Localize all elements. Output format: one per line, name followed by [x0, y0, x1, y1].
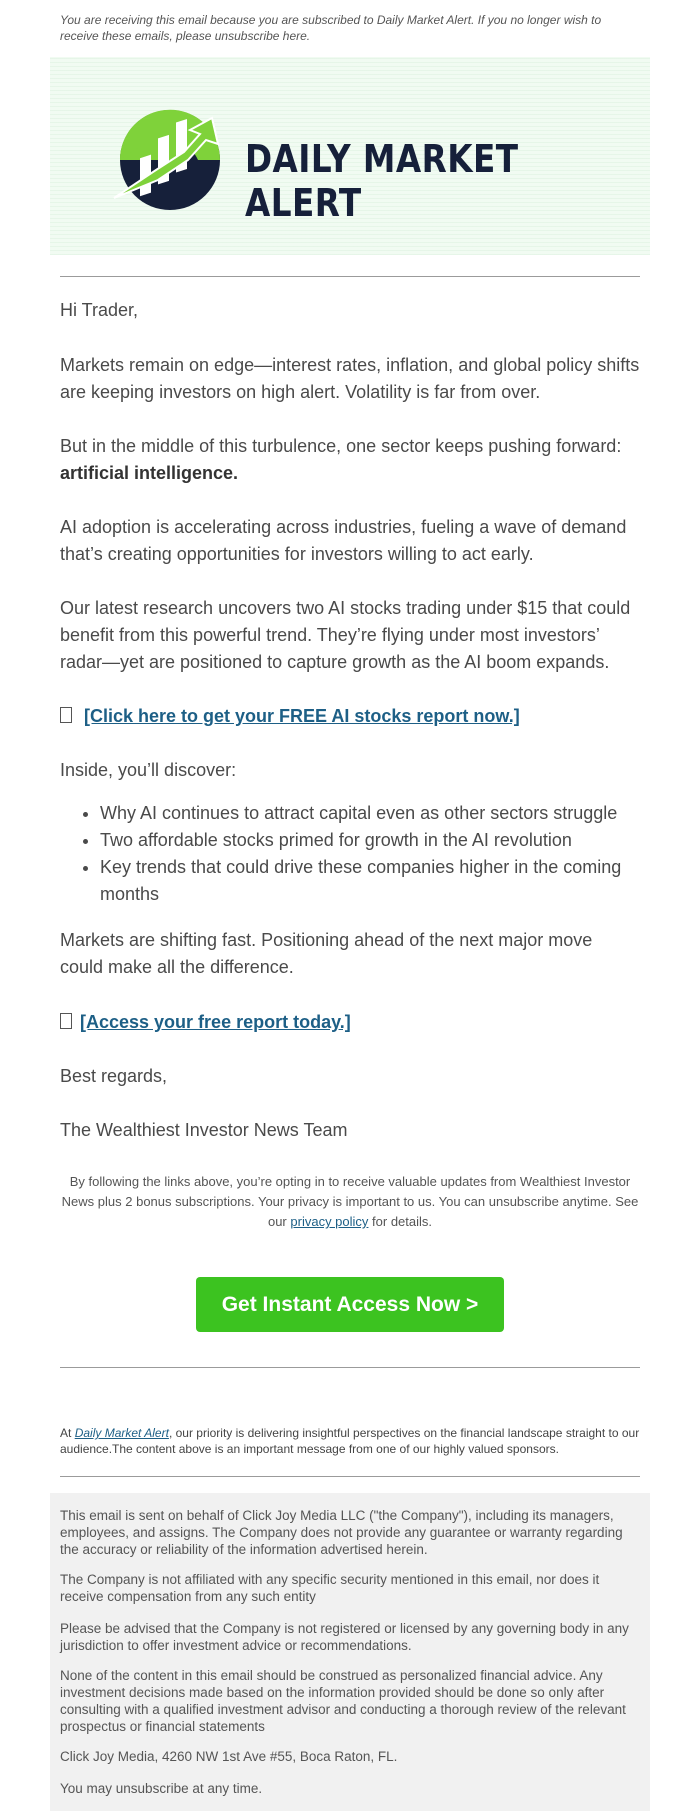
disclaimer-paragraph: Please be advised that the Company is not registered or licensed by any governing body in any jurisdiction to offer investment advice or recommendations.	[60, 1621, 629, 1653]
header-banner	[50, 57, 650, 255]
list-item: • Key trends that could drive these companies higher in the coming months	[100, 854, 680, 908]
paragraph-turbulence-text: But in the middle of this turbulence, one sector keeps pushing forward:	[60, 436, 622, 456]
divider	[60, 1367, 640, 1368]
access-report-link[interactable]: [Access your free report today.]	[80, 1012, 351, 1032]
divider	[60, 1476, 640, 1477]
sponsor-note	[60, 1425, 640, 1457]
disclaimer-unsubscribe: You may unsubscribe at any time.	[60, 1781, 263, 1796]
list-item: • Why AI continues to attract capital even as other sectors struggle	[100, 800, 680, 827]
disclaimer-paragraph: None of the content in this email should be construed as personalized financial advice. Any investment decisions made based on the information provided should be done so only after consulting with a qualified investment advisor and conducting a thorough review of the relevant prospectus or financial statements	[60, 1668, 626, 1734]
disclaimer-address: Click Joy Media, 4260 NW 1st Ave #55, Boca Raton, FL.	[60, 1749, 398, 1764]
privacy-policy-link[interactable]: privacy policy	[290, 1214, 369, 1229]
paragraph-adoption: AI adoption is accelerating across industries, fueling a wave of demand that’s creating opportunities for investors willing to act early.	[60, 517, 627, 564]
paragraph-turbulence	[60, 433, 640, 487]
daily-market-alert-link[interactable]: Daily Market Alert	[74, 1426, 169, 1440]
signature: The Wealthiest Investor News Team	[60, 1120, 348, 1140]
disclaimer-box	[50, 1493, 650, 1811]
discover-list	[60, 800, 680, 908]
missing-emoji-icon	[60, 1013, 72, 1029]
list-item: • Two affordable stocks primed for growth in the AI revolution	[100, 827, 680, 854]
opt-in-text: By following the links above, you’re opting in to receive valuable updates from Wealthiest Investor News plus 2 bonus subscriptions. Your privacy is important to us. You can unsubscribe anytime. See our	[61, 1174, 639, 1229]
paragraph-research: Our latest research uncovers two AI stocks trading under $15 that could benefit from this powerful trend. They’re flying under most investors’ radar—yet are positioned to capture growth as the AI boom expands.	[60, 598, 631, 672]
bold-ai: artificial intelligence.	[60, 463, 239, 483]
subscription-notice: You are receiving this email because you are subscribed to Daily Market Alert. If you no longer wish to receive these emails, please unsubscribe here.	[60, 13, 602, 43]
opt-in-tail: for details.	[372, 1214, 433, 1229]
greeting: Hi Trader,	[60, 300, 139, 320]
divider	[60, 276, 640, 277]
disclaimer-paragraph: The Company is not affiliated with any specific security mentioned in this email, nor does it receive compensation from any such entity	[60, 1572, 600, 1604]
sponsor-prefix: At	[60, 1426, 72, 1440]
access-link-line	[60, 1009, 640, 1036]
disclaimer-paragraph: This email is sent on behalf of Click Joy Media LLC ("the Company"), including its managers, employees, and assigns. The Company does not provide any guarantee or warranty regarding the accuracy or reliability of the information advertised herein.	[60, 1508, 623, 1557]
opt-in-notice	[60, 1172, 640, 1232]
brand-name: DAILY MARKET ALERT	[245, 137, 519, 225]
inside-heading: Inside, you’ll discover:	[60, 760, 237, 780]
get-access-button[interactable]: Get Instant Access Now >	[196, 1277, 504, 1332]
report-link-line	[60, 703, 640, 730]
paragraph-shifting: Markets are shifting fast. Positioning ahead of the next major move could make all the difference.	[60, 930, 593, 977]
regards: Best regards,	[60, 1066, 168, 1086]
free-report-link[interactable]: [Click here to get your FREE AI stocks report now.]	[84, 706, 520, 726]
logo-icon	[110, 102, 230, 212]
paragraph-markets: Markets remain on edge—interest rates, inflation, and global policy shifts are keeping investors on high alert. Volatility is far from over.	[60, 355, 640, 402]
missing-emoji-icon	[60, 707, 72, 723]
sponsor-text: , our priority is delivering insightful perspectives on the financial landscape straight to our audience.The content above is an important message from one of our highly valued sponsors.	[60, 1426, 640, 1456]
